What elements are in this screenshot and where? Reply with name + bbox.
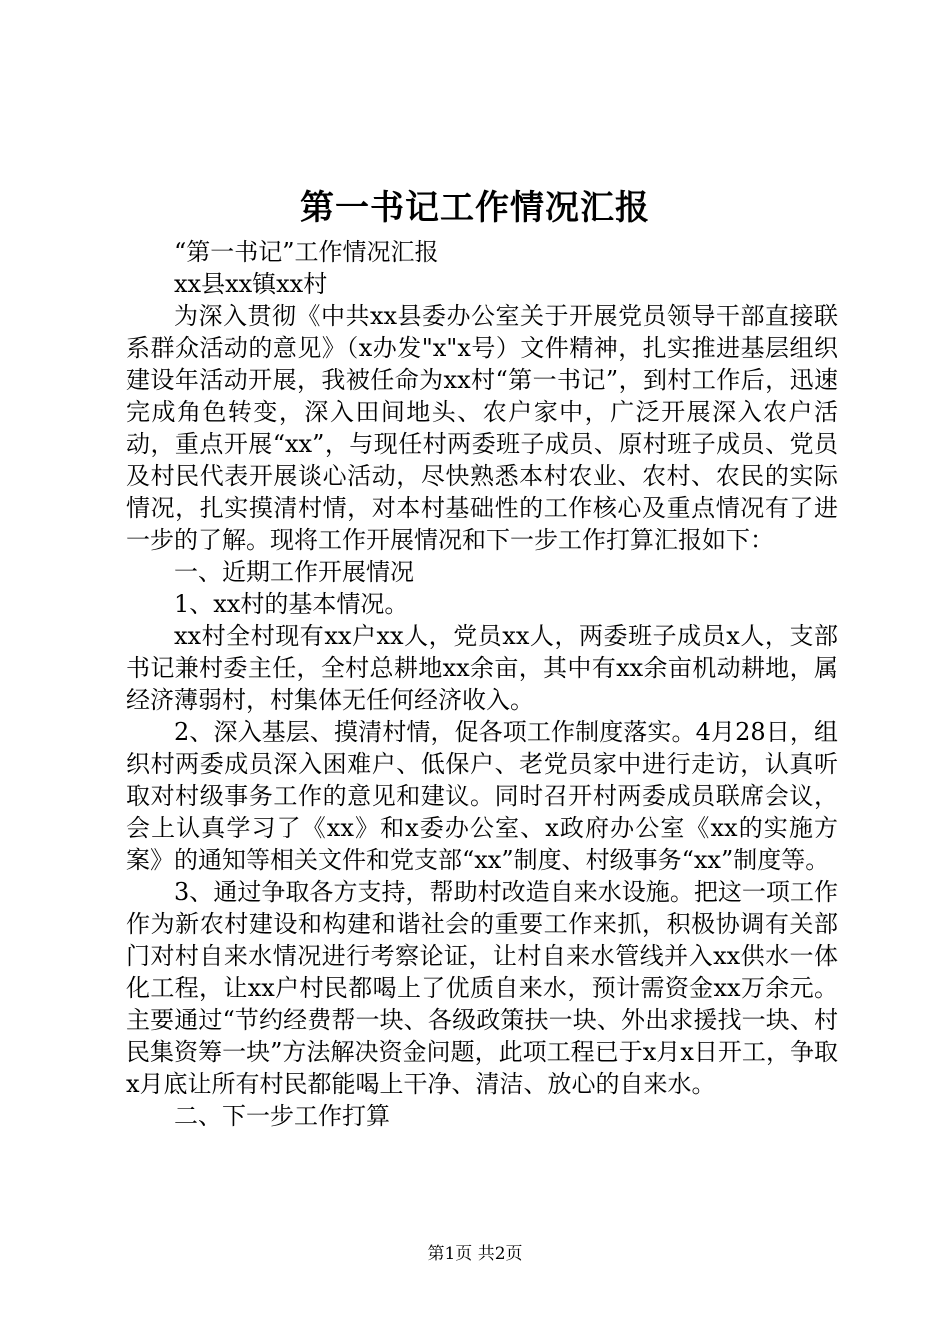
page-footer: 第1页 共2页 bbox=[427, 1244, 523, 1264]
paragraph-water-supply: 3、通过争取各方支持，帮助村改造自来水设施。把这一项工作作为新农村建设和构建和谐社会的重要工作来抓，积极协调有关部门对村自来水情况进行考察论证，让村自来水管线并入xx供水一体化工程，让xx户村民都喝上了优质自来水，预计需资金xx万余元。主要通过“节约经费帮一块、各级政策扶一块、外出求援找一块、村民集资筹一块”方法解决资金问题，此项工程已于x月x日开工，争取x月底让所有村民都能喝上干净、清洁、放心的自来水。 bbox=[126, 878, 838, 1098]
paragraph-subtitle: “第一书记”工作情况汇报 bbox=[174, 238, 439, 266]
section-heading-recent-work: 一、近期工作开展情况 bbox=[174, 558, 414, 586]
paragraph-location: xx县xx镇xx村 bbox=[174, 270, 328, 298]
paragraph-intro: 为深入贯彻《中共xx县委办公室关于开展党员领导干部直接联系群众活动的意见》（x办发"x"x号）文件精神，扎实推进基层组织建设年活动开展，我被任命为xx村“第一书记”，到村工作后，迅速完成角色转变，深入田间地头、农户家中，广泛开展深入农户活动，重点开展“xx”，与现任村两委班子成员、原村班子成员、党员及村民代表开展谈心活动，尽快熟悉本村农业、农村、农民的实际情况，扎实摸清村情，对本村基础性的工作核心及重点情况有了进一步的了解。现将工作开展情况和下一步工作打算汇报如下： bbox=[126, 302, 838, 554]
document-title: 第一书记工作情况汇报 bbox=[300, 188, 650, 228]
paragraph-grassroots: 2、深入基层、摸清村情，促各项工作制度落实。4月28日，组织村两委成员深入困难户、低保户、老党员家中进行走访，认真听取对村级事务工作的意见和建议。同时召开村两委成员联席会议，会上认真学习了《xx》和x委办公室、x政府办公室《xx的实施方案》的通知等相关文件和党支部“xx”制度、村级事务“xx”制度等。 bbox=[126, 718, 838, 874]
document-body bbox=[126, 236, 838, 1132]
subheading-village-basics: 1、xx村的基本情况。 bbox=[174, 590, 409, 618]
section-heading-next-steps: 二、下一步工作打算 bbox=[174, 1102, 390, 1130]
paragraph-village-basics: xx村全村现有xx户xx人，党员xx人，两委班子成员x人，支部书记兼村委主任，全村总耕地xx余亩，其中有xx余亩机动耕地，属经济薄弱村，村集体无任何经济收入。 bbox=[126, 622, 838, 714]
